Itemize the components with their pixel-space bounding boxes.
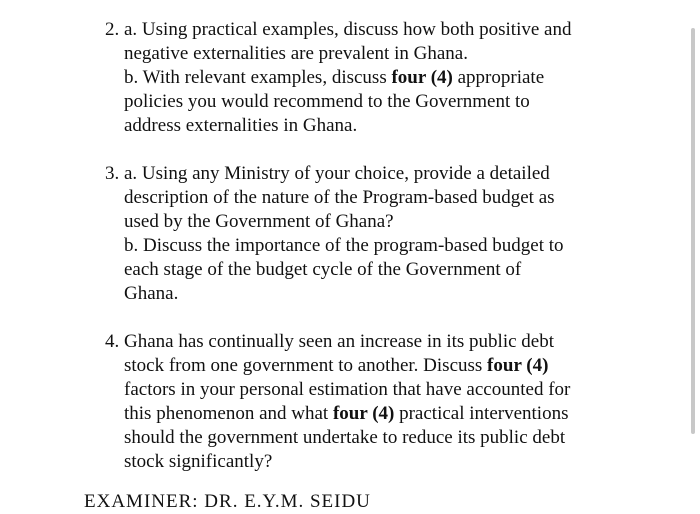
question-number: 3. xyxy=(105,163,120,184)
question-line xyxy=(124,402,615,426)
text-run: description of the nature of the Program-based budget as xyxy=(124,187,555,208)
text-run: a. Using any Ministry of your choice, provide a detailed xyxy=(124,163,550,184)
question-line xyxy=(124,162,615,186)
text-run: b. Discuss the importance of the program-based budget to xyxy=(124,235,564,256)
text-run: stock from one government to another. Discuss xyxy=(124,355,488,376)
question-line xyxy=(124,18,615,42)
text-run: policies you would recommend to the Government to xyxy=(124,91,530,112)
text-run: factors in your personal estimation that have accounted for xyxy=(124,379,571,400)
question-line xyxy=(124,234,615,258)
emphasis-count: four (4) xyxy=(332,403,395,424)
question-line xyxy=(124,90,615,114)
question-number: 4. xyxy=(105,331,120,352)
question-line xyxy=(124,450,615,474)
question-line xyxy=(124,42,615,66)
question-text xyxy=(124,162,615,306)
text-run: this phenomenon and what xyxy=(124,403,333,424)
question-line xyxy=(124,114,615,138)
question-4 xyxy=(105,330,615,474)
text-run: each stage of the budget cycle of the Government of xyxy=(124,259,522,280)
question-text xyxy=(124,18,615,138)
scrollbar[interactable] xyxy=(691,28,695,434)
text-run: a. Using practical examples, discuss how both positive and xyxy=(124,19,572,40)
question-line xyxy=(124,426,615,450)
question-3 xyxy=(105,162,615,306)
text-run: appropriate xyxy=(452,67,545,88)
emphasis-count: four (4) xyxy=(391,67,453,88)
question-line xyxy=(124,330,615,354)
text-run: should the government undertake to reduce its public debt xyxy=(124,427,566,448)
text-run: b. With relevant examples, discuss xyxy=(124,67,392,88)
text-run: Ghana has continually seen an increase in its public debt xyxy=(124,331,555,352)
question-line xyxy=(124,258,615,282)
question-text xyxy=(124,330,615,474)
question-2 xyxy=(105,18,615,138)
question-line xyxy=(124,210,615,234)
question-line xyxy=(124,378,615,402)
text-run: used by the Government of Ghana? xyxy=(124,211,394,232)
text-run: stock significantly? xyxy=(124,451,273,472)
question-line xyxy=(124,354,615,378)
text-run: address externalities in Ghana. xyxy=(124,115,358,136)
examiner-footer: EXAMINER: DR. E.Y.M. SEIDU xyxy=(84,491,371,512)
question-line xyxy=(124,186,615,210)
text-run: negative externalities are prevalent in Ghana. xyxy=(124,43,468,64)
text-run: practical interventions xyxy=(394,403,569,424)
question-number: 2. xyxy=(105,19,120,40)
text-run: Ghana. xyxy=(124,283,179,304)
question-line xyxy=(124,66,615,90)
question-line xyxy=(124,282,615,306)
emphasis-count: four (4) xyxy=(487,355,549,376)
